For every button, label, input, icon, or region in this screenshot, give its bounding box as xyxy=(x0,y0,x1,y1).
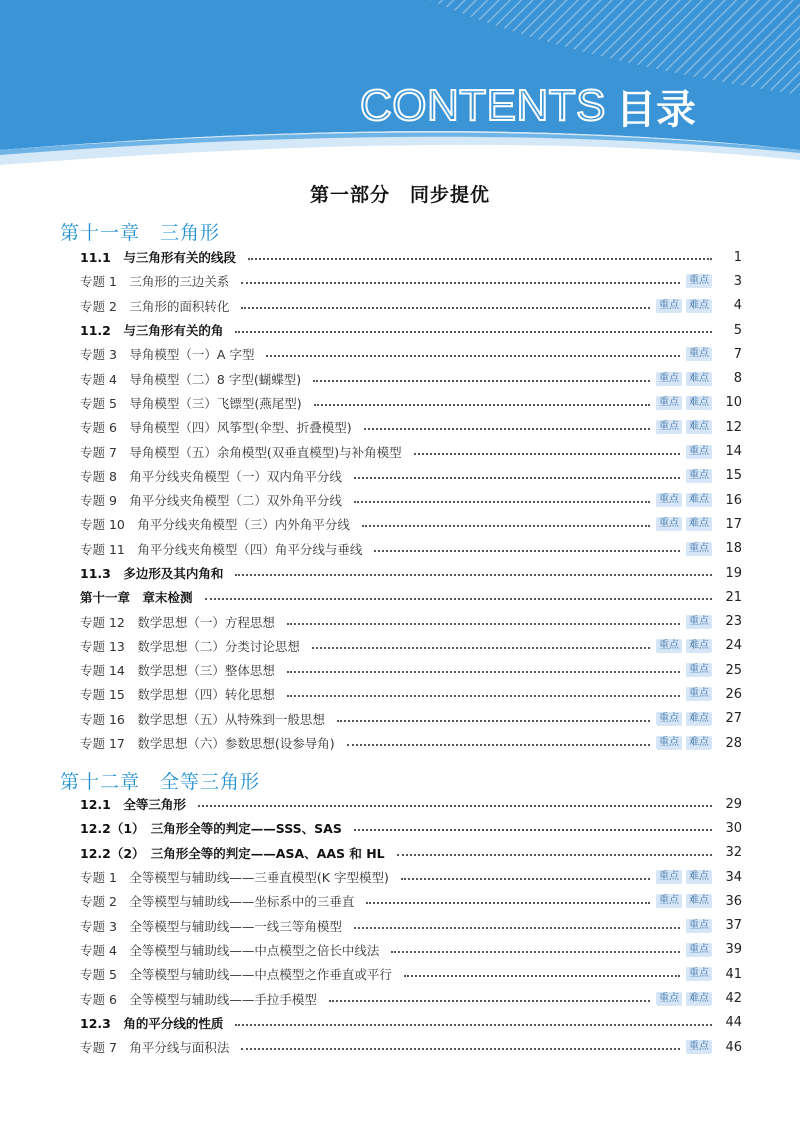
toc-entry[interactable] xyxy=(80,366,742,390)
dot-leader xyxy=(354,501,650,503)
page-number: 15 xyxy=(725,468,742,484)
difficulty-tags xyxy=(686,542,712,556)
toc-entry[interactable] xyxy=(80,391,742,415)
key-point-badge: 重点 xyxy=(686,347,712,361)
difficulty-tags xyxy=(686,615,712,629)
toc-entry[interactable] xyxy=(80,609,742,633)
toc-entry[interactable] xyxy=(80,585,742,609)
key-point-badge: 重点 xyxy=(656,517,682,531)
toc-entry-title: 专题 4 全等模型与辅助线——中点模型之倍长中线法 xyxy=(80,942,380,958)
difficult-point-badge: 难点 xyxy=(686,992,712,1006)
dot-leader xyxy=(235,1024,712,1026)
difficulty-tags xyxy=(686,469,712,483)
toc-entry-title: 专题 3 导角模型（一）A 字型 xyxy=(80,347,255,363)
difficulty-tags xyxy=(686,347,712,361)
toc-entry[interactable] xyxy=(80,561,742,585)
difficulty-tags xyxy=(686,687,712,701)
page-number: 3 xyxy=(733,273,742,289)
key-point-badge: 重点 xyxy=(686,919,712,933)
key-point-badge: 重点 xyxy=(656,712,682,726)
key-point-badge: 重点 xyxy=(686,663,712,677)
page-number: 25 xyxy=(725,662,742,678)
key-point-badge: 重点 xyxy=(686,687,712,701)
difficulty-tags xyxy=(656,639,712,653)
toc-entry-title: 专题 2 全等模型与辅助线——坐标系中的三垂直 xyxy=(80,894,355,910)
contents-heading xyxy=(360,76,696,136)
page-number: 4 xyxy=(733,298,742,314)
dot-leader xyxy=(241,307,650,309)
toc-entry-title: 12.2（2） 三角形全等的判定——ASA、AAS 和 HL xyxy=(80,845,385,861)
key-point-badge: 重点 xyxy=(656,894,682,908)
toc-entry-title: 专题 6 导角模型（四）风筝型(伞型、折叠模型) xyxy=(80,420,352,436)
dot-leader xyxy=(404,975,680,977)
toc-entry[interactable] xyxy=(80,913,742,937)
toc-entry-title: 专题 2 三角形的面积转化 xyxy=(80,298,230,314)
difficult-point-badge: 难点 xyxy=(686,870,712,884)
page-number: 37 xyxy=(725,918,742,934)
page-number: 12 xyxy=(725,419,742,435)
toc-entry[interactable] xyxy=(80,439,742,463)
dot-leader xyxy=(313,380,650,382)
toc-entry[interactable] xyxy=(80,962,742,986)
key-point-badge: 重点 xyxy=(686,445,712,459)
toc-entry[interactable] xyxy=(80,1035,742,1059)
chapter-title-12: 第十二章 全等三角形 xyxy=(60,771,261,793)
key-point-badge: 重点 xyxy=(656,299,682,313)
difficulty-tags xyxy=(656,870,712,884)
toc-entry-title: 11.1 与三角形有关的线段 xyxy=(80,250,236,266)
key-point-badge: 重点 xyxy=(686,615,712,629)
toc-entry-title: 专题 16 数学思想（五）从特殊到一般思想 xyxy=(80,711,325,727)
dot-leader xyxy=(287,623,680,625)
key-point-badge: 重点 xyxy=(686,542,712,556)
difficult-point-badge: 难点 xyxy=(686,639,712,653)
dot-leader xyxy=(266,355,680,357)
toc-entry-title: 专题 1 三角形的三边关系 xyxy=(80,274,230,290)
difficult-point-badge: 难点 xyxy=(686,372,712,386)
toc-entry-title: 专题 15 数学思想（四）转化思想 xyxy=(80,687,275,703)
toc-entry-title: 专题 13 数学思想（二）分类讨论思想 xyxy=(80,638,300,654)
difficulty-tags xyxy=(686,445,712,459)
page-number: 17 xyxy=(725,516,742,532)
page-number: 28 xyxy=(725,735,742,751)
dot-leader xyxy=(241,1048,680,1050)
key-point-badge: 重点 xyxy=(686,1040,712,1054)
page-number: 32 xyxy=(725,845,742,861)
toc-list-chapter-11 xyxy=(80,245,742,755)
toc-entry[interactable] xyxy=(80,294,742,318)
contents-chinese-title: 目录 xyxy=(616,86,696,133)
page-number: 1 xyxy=(733,249,742,265)
toc-entry-title: 专题 12 数学思想（一）方程思想 xyxy=(80,614,275,630)
difficulty-tags xyxy=(656,396,712,410)
page-number: 41 xyxy=(725,966,742,982)
part-title: 第一部分 同步提优 xyxy=(309,184,490,206)
difficulty-tags xyxy=(656,493,712,507)
toc-entry[interactable] xyxy=(80,986,742,1010)
toc-entry[interactable] xyxy=(80,464,742,488)
dot-leader xyxy=(287,671,680,673)
dot-leader xyxy=(205,598,712,600)
page-number: 46 xyxy=(725,1039,742,1055)
toc-entry-title: 专题 6 全等模型与辅助线——手拉手模型 xyxy=(80,991,317,1007)
key-point-badge: 重点 xyxy=(686,274,712,288)
difficult-point-badge: 难点 xyxy=(686,894,712,908)
dot-leader xyxy=(248,258,712,260)
difficulty-tags xyxy=(686,1040,712,1054)
page-number: 18 xyxy=(725,541,742,557)
toc-entry[interactable] xyxy=(80,792,742,816)
page-number: 10 xyxy=(725,395,742,411)
dot-leader xyxy=(287,695,680,697)
toc-entry-title: 专题 1 全等模型与辅助线——三垂直模型(K 字型模型) xyxy=(80,870,389,886)
page-number: 24 xyxy=(725,638,742,654)
key-point-badge: 重点 xyxy=(656,639,682,653)
difficulty-tags xyxy=(686,943,712,957)
key-point-badge: 重点 xyxy=(686,943,712,957)
toc-entry[interactable] xyxy=(80,342,742,366)
toc-entry[interactable] xyxy=(80,682,742,706)
dot-leader xyxy=(374,550,680,552)
toc-entry-title: 专题 8 角平分线夹角模型（一）双内角平分线 xyxy=(80,468,342,484)
dot-leader xyxy=(354,927,680,929)
dot-leader xyxy=(347,744,650,746)
key-point-badge: 重点 xyxy=(686,469,712,483)
toc-entry[interactable] xyxy=(80,816,742,840)
page-number: 16 xyxy=(725,492,742,508)
dot-leader xyxy=(401,878,650,880)
dot-leader xyxy=(397,854,712,856)
toc-entry[interactable] xyxy=(80,415,742,439)
dot-leader xyxy=(235,574,712,576)
difficulty-tags xyxy=(656,736,712,750)
difficult-point-badge: 难点 xyxy=(686,517,712,531)
dot-leader xyxy=(198,805,712,807)
difficulty-tags xyxy=(686,663,712,677)
dot-leader xyxy=(329,1000,650,1002)
difficult-point-badge: 难点 xyxy=(686,396,712,410)
difficulty-tags xyxy=(656,992,712,1006)
page-number: 19 xyxy=(725,565,742,581)
page-number: 21 xyxy=(725,589,742,605)
toc-entry-title: 专题 3 全等模型与辅助线——一线三等角模型 xyxy=(80,918,342,934)
page-number: 8 xyxy=(733,371,742,387)
key-point-badge: 重点 xyxy=(656,420,682,434)
page-number: 27 xyxy=(725,711,742,727)
difficulty-tags xyxy=(656,712,712,726)
toc-entry[interactable] xyxy=(80,269,742,293)
dot-leader xyxy=(337,720,650,722)
key-point-badge: 重点 xyxy=(656,493,682,507)
toc-list-chapter-12 xyxy=(80,792,742,1059)
toc-entry[interactable] xyxy=(80,841,742,865)
toc-entry[interactable] xyxy=(80,318,742,342)
page-number: 29 xyxy=(725,796,742,812)
difficulty-tags xyxy=(656,420,712,434)
toc-entry-title: 专题 11 角平分线夹角模型（四）角平分线与垂线 xyxy=(80,541,363,557)
toc-entry[interactable] xyxy=(80,537,742,561)
toc-entry-title: 12.3 角的平分线的性质 xyxy=(80,1015,224,1031)
dot-leader xyxy=(314,404,650,406)
difficulty-tags xyxy=(656,517,712,531)
dot-leader xyxy=(354,477,680,479)
page-number: 39 xyxy=(725,942,742,958)
difficult-point-badge: 难点 xyxy=(686,712,712,726)
dot-leader xyxy=(241,282,680,284)
dot-leader xyxy=(354,829,712,831)
page-number: 34 xyxy=(725,869,742,885)
dot-leader xyxy=(312,647,650,649)
chapter-title-11: 第十一章 三角形 xyxy=(60,222,221,244)
toc-entry-title: 专题 9 角平分线夹角模型（二）双外角平分线 xyxy=(80,493,342,509)
key-point-badge: 重点 xyxy=(656,396,682,410)
toc-entry[interactable] xyxy=(80,865,742,889)
toc-entry[interactable] xyxy=(80,889,742,913)
toc-entry-title: 11.2 与三角形有关的角 xyxy=(80,323,224,339)
page-number: 23 xyxy=(725,614,742,630)
toc-entry-title: 专题 4 导角模型（二）8 字型(蝴蝶型) xyxy=(80,371,302,387)
toc-entry-title: 专题 5 导角模型（三）飞镖型(燕尾型) xyxy=(80,395,302,411)
toc-entry[interactable] xyxy=(80,938,742,962)
dot-leader xyxy=(235,331,712,333)
toc-entry-title: 专题 10 角平分线夹角模型（三）内外角平分线 xyxy=(80,517,350,533)
difficult-point-badge: 难点 xyxy=(686,493,712,507)
toc-entry[interactable] xyxy=(80,634,742,658)
key-point-badge: 重点 xyxy=(656,372,682,386)
key-point-badge: 重点 xyxy=(656,992,682,1006)
page-number: 14 xyxy=(725,444,742,460)
difficult-point-badge: 难点 xyxy=(686,420,712,434)
toc-entry-title: 11.3 多边形及其内角和 xyxy=(80,566,224,581)
page-number: 26 xyxy=(725,686,742,702)
toc-entry[interactable] xyxy=(80,707,742,731)
difficulty-tags xyxy=(656,372,712,386)
dot-leader xyxy=(391,951,680,953)
toc-entry[interactable] xyxy=(80,658,742,682)
contents-english-title: CONTENTS xyxy=(360,81,606,130)
toc-entry-title: 专题 5 全等模型与辅助线——中点模型之作垂直或平行 xyxy=(80,967,392,983)
toc-entry[interactable] xyxy=(80,488,742,512)
difficulty-tags xyxy=(686,967,712,981)
page-number: 7 xyxy=(733,346,742,362)
difficulty-tags xyxy=(686,919,712,933)
page-number: 42 xyxy=(725,991,742,1007)
page-number: 44 xyxy=(725,1015,742,1031)
toc-entry-title: 专题 7 导角模型（五）余角模型(双垂直模型)与补角模型 xyxy=(80,444,402,460)
dot-leader xyxy=(364,428,650,430)
difficulty-tags xyxy=(656,299,712,313)
toc-entry-title: 12.1 全等三角形 xyxy=(80,797,186,813)
difficult-point-badge: 难点 xyxy=(686,736,712,750)
page-number: 30 xyxy=(725,820,742,836)
page-number: 36 xyxy=(725,893,742,909)
difficult-point-badge: 难点 xyxy=(686,299,712,313)
dot-leader xyxy=(366,902,650,904)
toc-entry-title: 专题 17 数学思想（六）参数思想(设参导角) xyxy=(80,736,335,752)
toc-entry[interactable] xyxy=(80,512,742,536)
toc-entry-title: 专题 14 数学思想（三）整体思想 xyxy=(80,663,275,679)
toc-entry[interactable] xyxy=(80,731,742,755)
page-number: 5 xyxy=(733,322,742,338)
toc-entry[interactable] xyxy=(80,245,742,269)
key-point-badge: 重点 xyxy=(686,967,712,981)
difficulty-tags xyxy=(686,274,712,288)
toc-entry-title: 12.2（1） 三角形全等的判定——SSS、SAS xyxy=(80,821,342,837)
dot-leader xyxy=(414,453,680,455)
toc-entry[interactable] xyxy=(80,1011,742,1035)
key-point-badge: 重点 xyxy=(656,870,682,884)
key-point-badge: 重点 xyxy=(656,736,682,750)
toc-entry-title: 第十一章 章末检测 xyxy=(80,590,193,606)
dot-leader xyxy=(362,525,650,527)
difficulty-tags xyxy=(656,894,712,908)
toc-entry-title: 专题 7 角平分线与面积法 xyxy=(80,1040,230,1056)
